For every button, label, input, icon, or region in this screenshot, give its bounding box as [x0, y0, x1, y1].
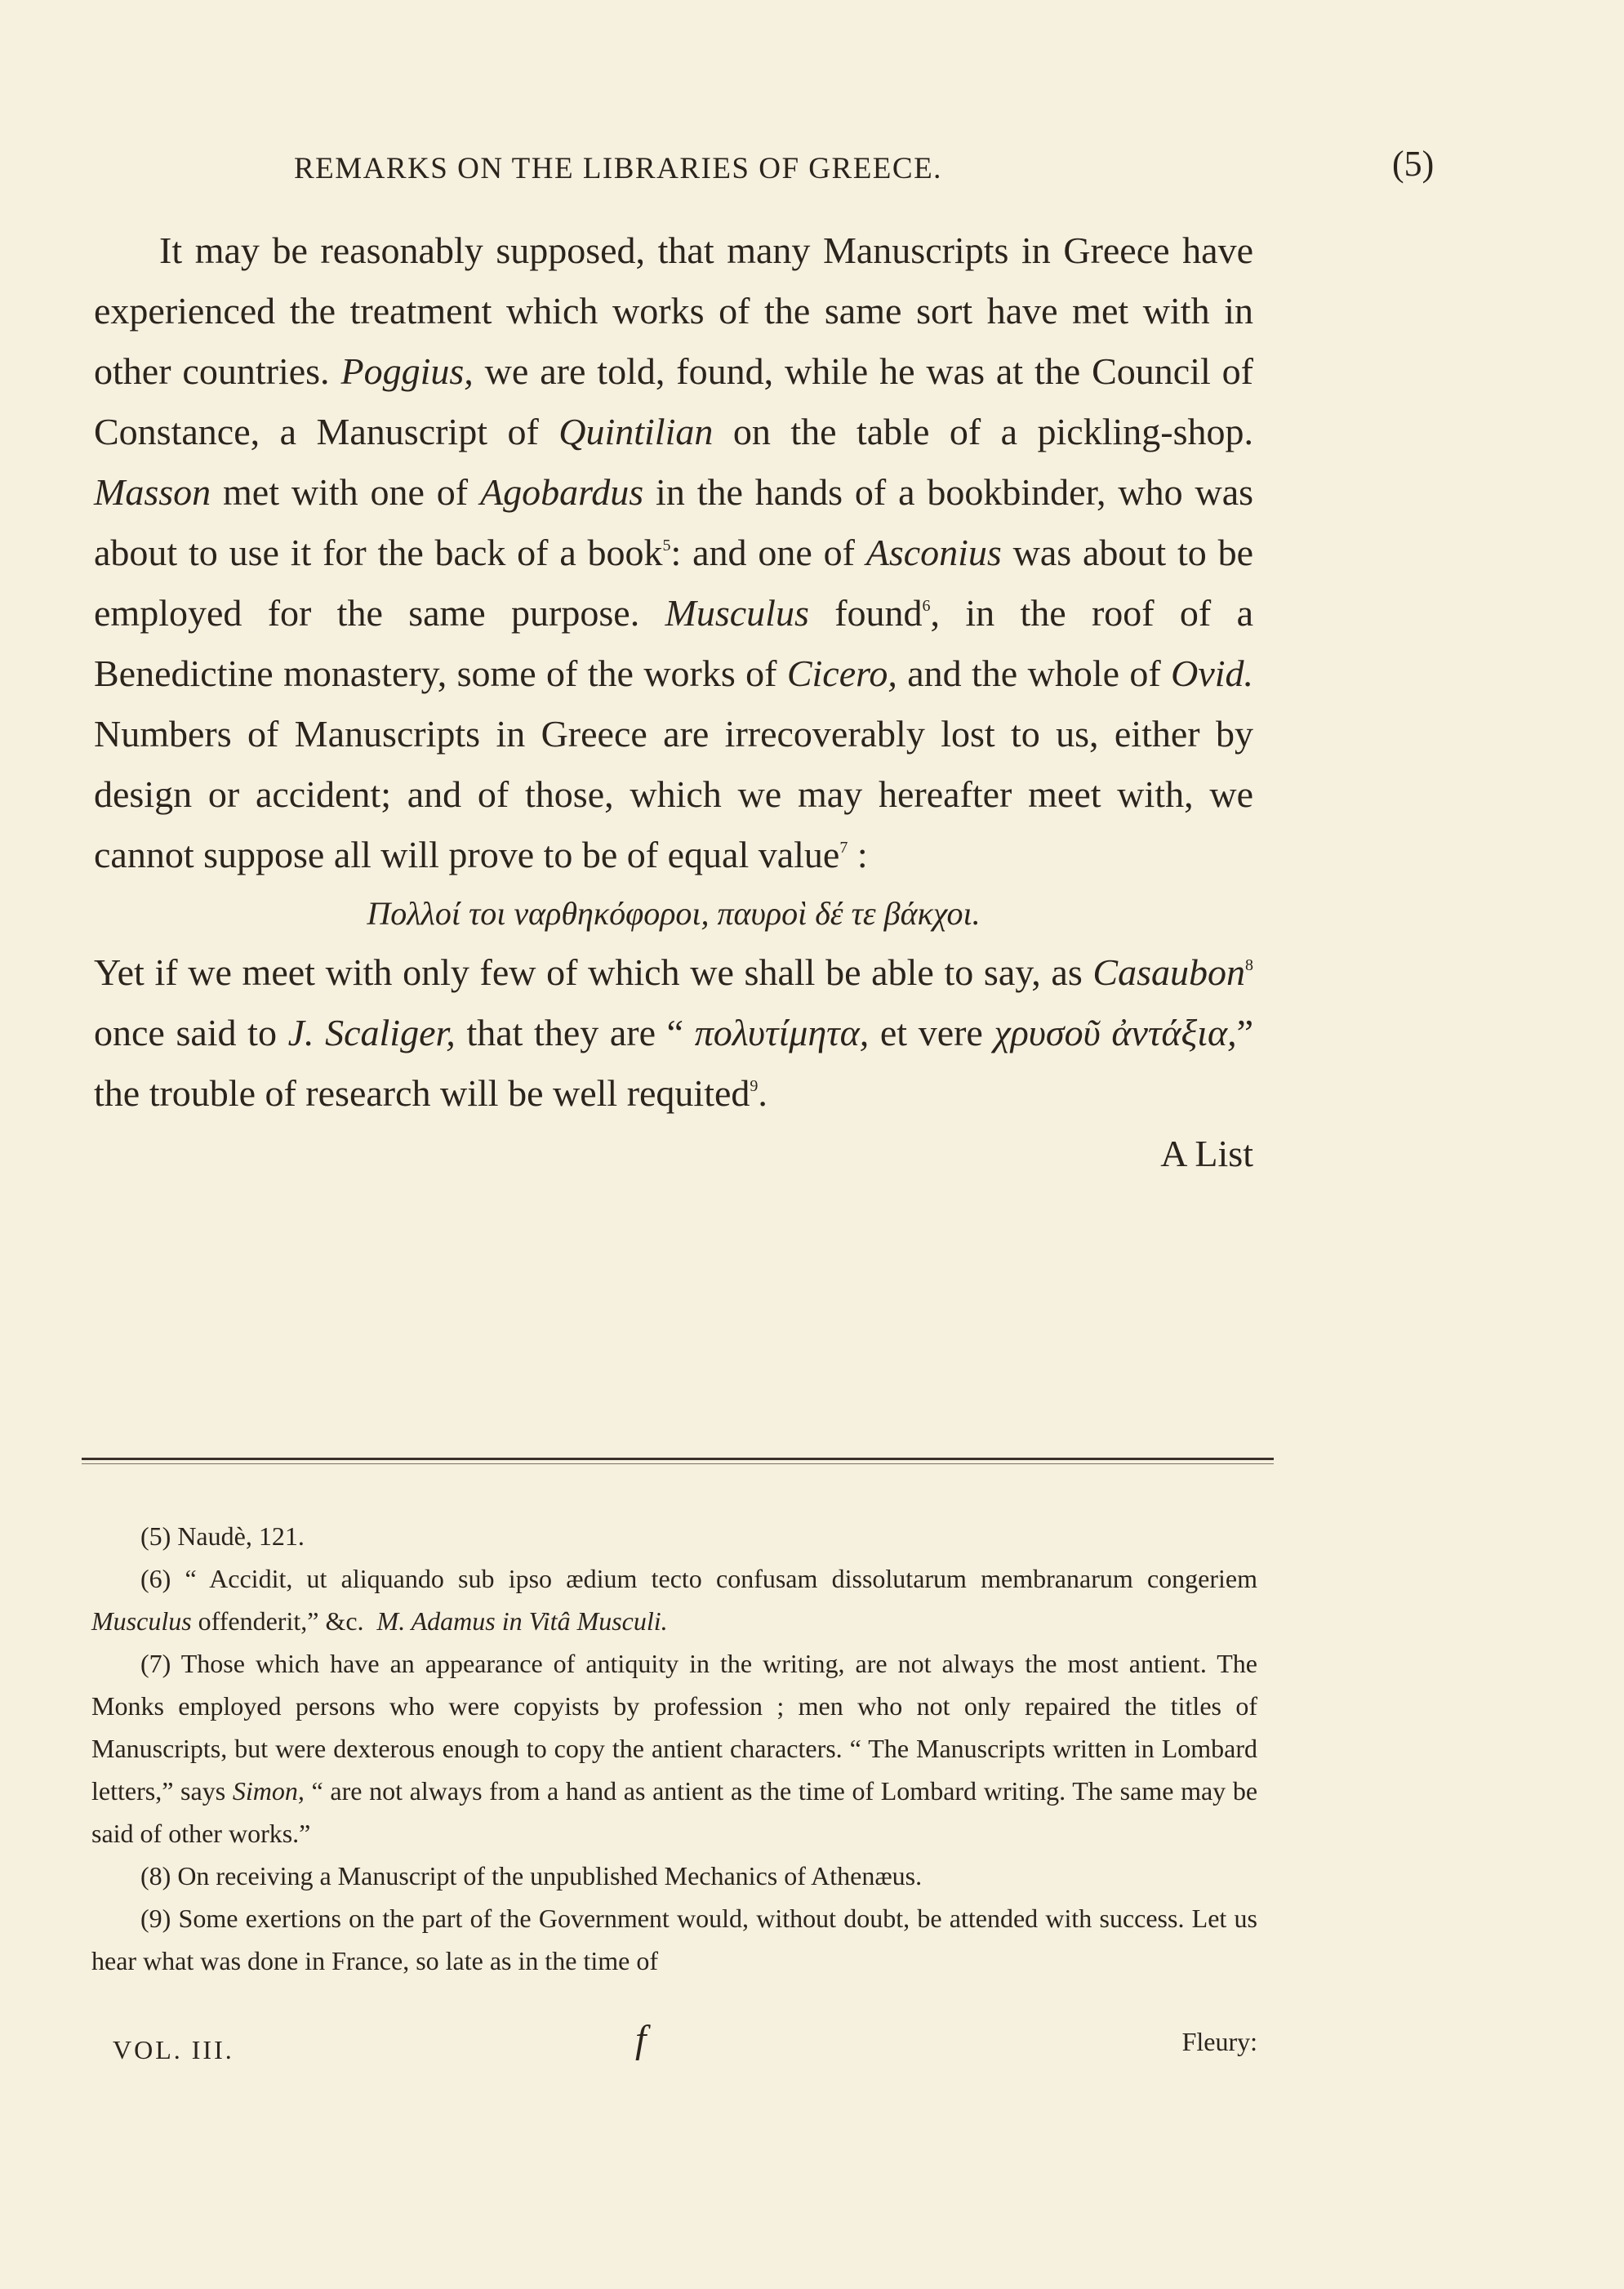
footnote-7: (7) Those which have an appearance of antiquity in the writing, are not always the most antient. The Monks employed persons who were copyists by profession ; men who not only repaired the titles of Manuscripts, but were dexterous enough to copy the antient characters. “ The Manuscripts written in Lombard letters,” says Simon, “ are not always from a hand as antient as the time of Lombard writing. The same may be said of other works.”: [91, 1649, 1258, 1848]
name-musculus: Musculus: [665, 592, 809, 634]
footnote-9: (9) Some exertions on the part of the Government would, without doubt, be attended with success. Let us hear what was done in France, so late as in the time of: [91, 1904, 1257, 1975]
footnote-ref-9: 9: [750, 1077, 759, 1095]
footer-catchword: Fleury:: [1181, 2027, 1257, 2056]
name-ovid: Ovid.: [1171, 652, 1254, 694]
catchword: A List: [1160, 1133, 1253, 1174]
name-quintilian: Quintilian: [558, 411, 714, 452]
main-text: [94, 220, 1253, 1184]
footnote-ref-6: 6: [922, 597, 931, 615]
greek-phrase-1: πολυτίμητα,: [694, 1012, 870, 1053]
page-footer: [113, 2017, 1257, 2066]
footnote-ref-7: 7: [839, 839, 848, 857]
name-poggius: Poggius,: [340, 350, 474, 392]
footnote-ref-8: 8: [1245, 956, 1253, 974]
footnote-5: (5) Naudè, 121.: [140, 1521, 305, 1551]
greek-quotation: Πολλοί τοι ναρθηκόφοροι, παυροὶ δέ τε βάκχοι.: [367, 895, 981, 932]
page-number: (5): [1392, 144, 1435, 184]
volume-label: VOL. III.: [113, 2035, 234, 2064]
name-masson: Masson: [94, 471, 211, 513]
paragraph-1: It may be reasonably supposed, that many Manuscripts in Greece have experienced the treatment which works of the same sort have met with in other countries. Poggius, we are told, found, while he was at the Council of Constance, a Manuscript of Quintilian on the table of a pickling-shop. Masson met with one of Agobardus in the hands of a bookbinder, who was about to use it for the back of a book$^5$: and one of Asconius was about to be employed for the same purpose. Musculus found$^6$, in the roof of a Benedictine monastery, some of the works of Cicero, and the whole of Ovid. Numbers of Manuscripts in Greece are irrecoverably lost to us, either by design or accident; and of those, which we may hereafter meet with, we cannot suppose all will prove to be of equal value$^7$ :: [94, 229, 1254, 875]
footnote-rule: [82, 1458, 1274, 1460]
name-agobardus: Agobardus: [479, 471, 644, 513]
greek-phrase-2: χρυσοῦ ἀντάξια,: [994, 1012, 1237, 1053]
footnote-8: (8) On receiving a Manuscript of the unpublished Mechanics of Athenæus.: [140, 1861, 923, 1890]
citation: M. Adamus in Vitâ Musculi.: [376, 1606, 668, 1636]
signature-mark: f: [635, 2018, 647, 2061]
footnote-6: (6) “ Accidit, ut aliquando sub ipso ædium tecto confusam dissolutarum membranarum congeriem Musculus offenderit,” &c. M. Adamus in Vitâ Musculi.: [91, 1564, 1257, 1636]
footnotes: [91, 1515, 1257, 1982]
paragraph-2: Yet if we meet with only few of which we shall be able to say, as Casaubon$^8$ once said to J. Scaliger, that they are “ πολυτίμητα, et vere χρυσοῦ ἀντάξια,” the trouble of research will be well requited$^9$.: [94, 951, 1254, 1114]
name-casaubon: Casaubon: [1092, 951, 1245, 993]
name-cicero: Cicero,: [786, 652, 897, 694]
footnote-ref-5: 5: [662, 537, 671, 554]
footnote-rule-thin: [82, 1463, 1274, 1464]
name-asconius: Asconius: [865, 532, 1002, 573]
name-scaliger: J. Scaliger,: [287, 1012, 456, 1053]
page-header: [245, 143, 1624, 192]
running-head: REMARKS ON THE LIBRARIES OF GREECE.: [294, 152, 942, 185]
